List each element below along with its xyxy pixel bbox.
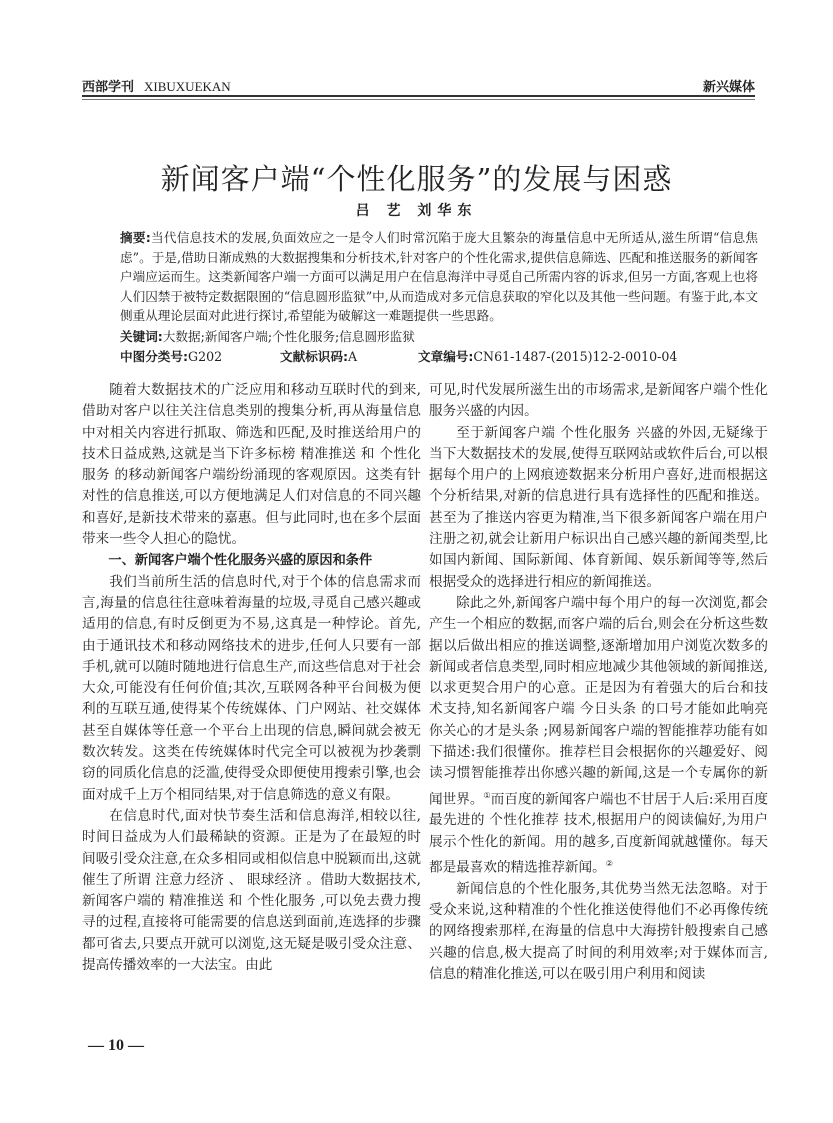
article-number xyxy=(418,346,677,365)
paragraph xyxy=(429,593,768,879)
clc-value: G202 xyxy=(188,349,223,364)
paragraph: 至于新闻客户端 个性化服务 兴盛的外因,无疑缘于当下大数据技术的发展,使得互联网站或软件后台,可以根据每个用户的上网痕迹数据来分析用户喜好,进而根据这个分析结果,对新的信息进行具有选择性的匹配和推送。甚至为了推送内容更为精准,当下很多新闻客户端在用户注册之初,就会让新用户标识出自己感兴趣的新闻类型,比如国内新闻、国际新闻、体育新闻、娱乐新闻等等,然后根据受众的选择进行相应的新闻推送。 xyxy=(429,424,768,590)
authors: 吕 艺 刘华东 xyxy=(355,203,478,219)
abstract xyxy=(120,228,758,326)
paragraph: 可见,时代发展所滋生出的市场需求,是新闻客户端个性化服务兴盛的内因。 xyxy=(429,382,768,420)
clc-label: 中图分类号: xyxy=(120,349,189,364)
section-heading: 一、新闻客户端个性化服务兴盛的原因和条件 xyxy=(108,553,373,569)
article-title: 新闻客户端“个性化服务”的发展与困惑 xyxy=(160,162,673,197)
abstract-label: 摘要: xyxy=(120,230,151,245)
article-label: 文章编号: xyxy=(418,349,474,364)
document-code xyxy=(280,346,418,365)
journal-name xyxy=(82,76,231,95)
section-name: 新兴媒体 xyxy=(702,80,755,95)
article-meta xyxy=(120,346,770,365)
doc-value: A xyxy=(348,349,358,364)
doc-label: 文献标识码: xyxy=(280,349,349,364)
journal-name-en: XIBUXUEKAN xyxy=(144,79,231,94)
running-header xyxy=(82,76,755,96)
paragraph: 在信息时代,面对快节奏生活和信息海洋,相较以往,时间日益成为人们最稀缺的资源。正是为了在最短的时间吸引受众注意,在众多相同或相似信息中脱颖而出,这就催生了所谓 注意力经济 、 眼球经济 。借助大数据技术,新闻客户端的 精准推送 和 个性化服务 ,可以免去费力搜寻的过程,直接将可能需要的信息送到面前,连选择的步骤都可省去,只要点开就可以浏览,这无疑是吸引受众注意、提高传播效率的一大法宝。由此 xyxy=(82,807,421,974)
body-column-left xyxy=(82,380,421,976)
journal-name-cn: 西部学刊 xyxy=(82,80,135,95)
keywords-label: 关键词: xyxy=(120,329,163,344)
footnote-ref[interactable]: ② xyxy=(605,859,613,869)
footnote-ref[interactable]: ① xyxy=(483,790,491,800)
header-rule xyxy=(82,95,755,97)
keywords xyxy=(120,326,415,345)
paragraph: 随着大数据技术的广泛应用和移动互联时代的到来,借助对客户以往关注信息类别的搜集分析,再从海量信息中对相关内容进行抓取、筛选和匹配,及时推送给用户的技术日益成熟,这就是当下许多标榜 精准推送 和 个性化服务 的移动新闻客户端纷纷涌现的客观原因。这类有针对性的信息推送,可以方便地满足人们对信息的不同兴趣和喜好,是新技术带来的嘉惠。但与此同时,也在多个层面带来一些令人担心的隐忧。 xyxy=(82,382,421,548)
abstract-text: 当代信息技术的发展,负面效应之一是令人们时常沉陷于庞大且繁杂的海量信息中无所适从,滋生所谓“信息焦虑”。于是,借助日渐成熟的大数据搜集和分析技术,针对客户的个性化需求,提供信息筛选、匹配和推送服务的新闻客户端应运而生。这类新闻客户端一方面可以满足用户在信息海洋中寻觅自己所需内容的诉求,但另一方面,客观上也将人们囚禁于被特定数据限囿的“信息圆形监狱”中,从而造成对多元信息获取的窄化以及其他一些问题。有鉴于此,本文侧重从理论层面对此进行探讨,希望能为破解这一难题提供一些思路。 xyxy=(120,230,758,324)
paragraph: 新闻信息的个性化服务,其优势当然无法忽略。对于受众来说,这种精准的个性化推送使得他们不必再像传统的网络搜索那样,在海量的信息中大海捞针般搜索自己感兴趣的信息,极大提高了时间的利用效率;对于媒体而言,信息的精准化推送,可以在吸引用户利用和阅读 xyxy=(429,880,768,983)
page-number: — 10 — xyxy=(88,1037,144,1054)
article-value: CN61-1487-(2015)12-2-0010-04 xyxy=(473,349,678,364)
keywords-text: 大数据;新闻客户端;个性化服务;信息圆形监狱 xyxy=(162,329,415,344)
header-rule-thin xyxy=(82,99,755,100)
paragraph-text: 而百度的新闻客户端也不甘居于人后:采用百度最先进的 个性化推荐 技术,根据用户的阅读偏好,为用户展示个性化的新闻。用的越多,百度新闻就越懂你。每天都是最喜欢的精选推荐新闻。 xyxy=(429,791,769,876)
body-column-right xyxy=(429,380,768,985)
paragraph-text: 除此之外,新闻客户端中每个用户的每一次浏览,都会产生一个相应的数据,而客户端的后台,则会在分析这些数据以后做出相应的推送调整,逐渐增加用户浏览次数多的新闻或者信息类型,同时相应地减少其他领域的新闻推送,以求更契合用户的心意。正是因为有着强大的后台和技术支持,知名新闻客户端 今日头条 的口号才能如此响亮 你关心的才是头条 ;网易新闻客户端的智能推荐功能有如下描述:我们很懂你。推荐栏目会根据你的兴趣爱好、阅读习惯智能推荐出你感兴趣的新闻,这是一个专属你的新闻世界。 xyxy=(429,594,768,808)
paragraph: 我们当前所生活的信息时代,对于个体的信息需求而言,海量的信息往往意味着海量的垃圾,寻觅自己感兴趣或适用的信息,有时反倒更为不易,这真是一种悖论。首先,由于通讯技术和移动网络技术的进步,任何人只要有一部手机,就可以随时随地进行信息生产,而这些信息对于社会大众,可能没有任何价值;其次,互联网各种平台间极为便利的互联互通,使得某个传统媒体、门户网站、社交媒体甚至自媒体等任意一个平台上出现的信息,瞬间就会被无数次转发。这类在传统媒体时代完全可以被视为抄袭剽窃的同质化信息的泛滥,使得受众即便使用搜索引擎,也会面对成千上万个相同结果,对于信息筛选的意义有限。 xyxy=(82,573,421,803)
clc-number xyxy=(120,346,280,365)
